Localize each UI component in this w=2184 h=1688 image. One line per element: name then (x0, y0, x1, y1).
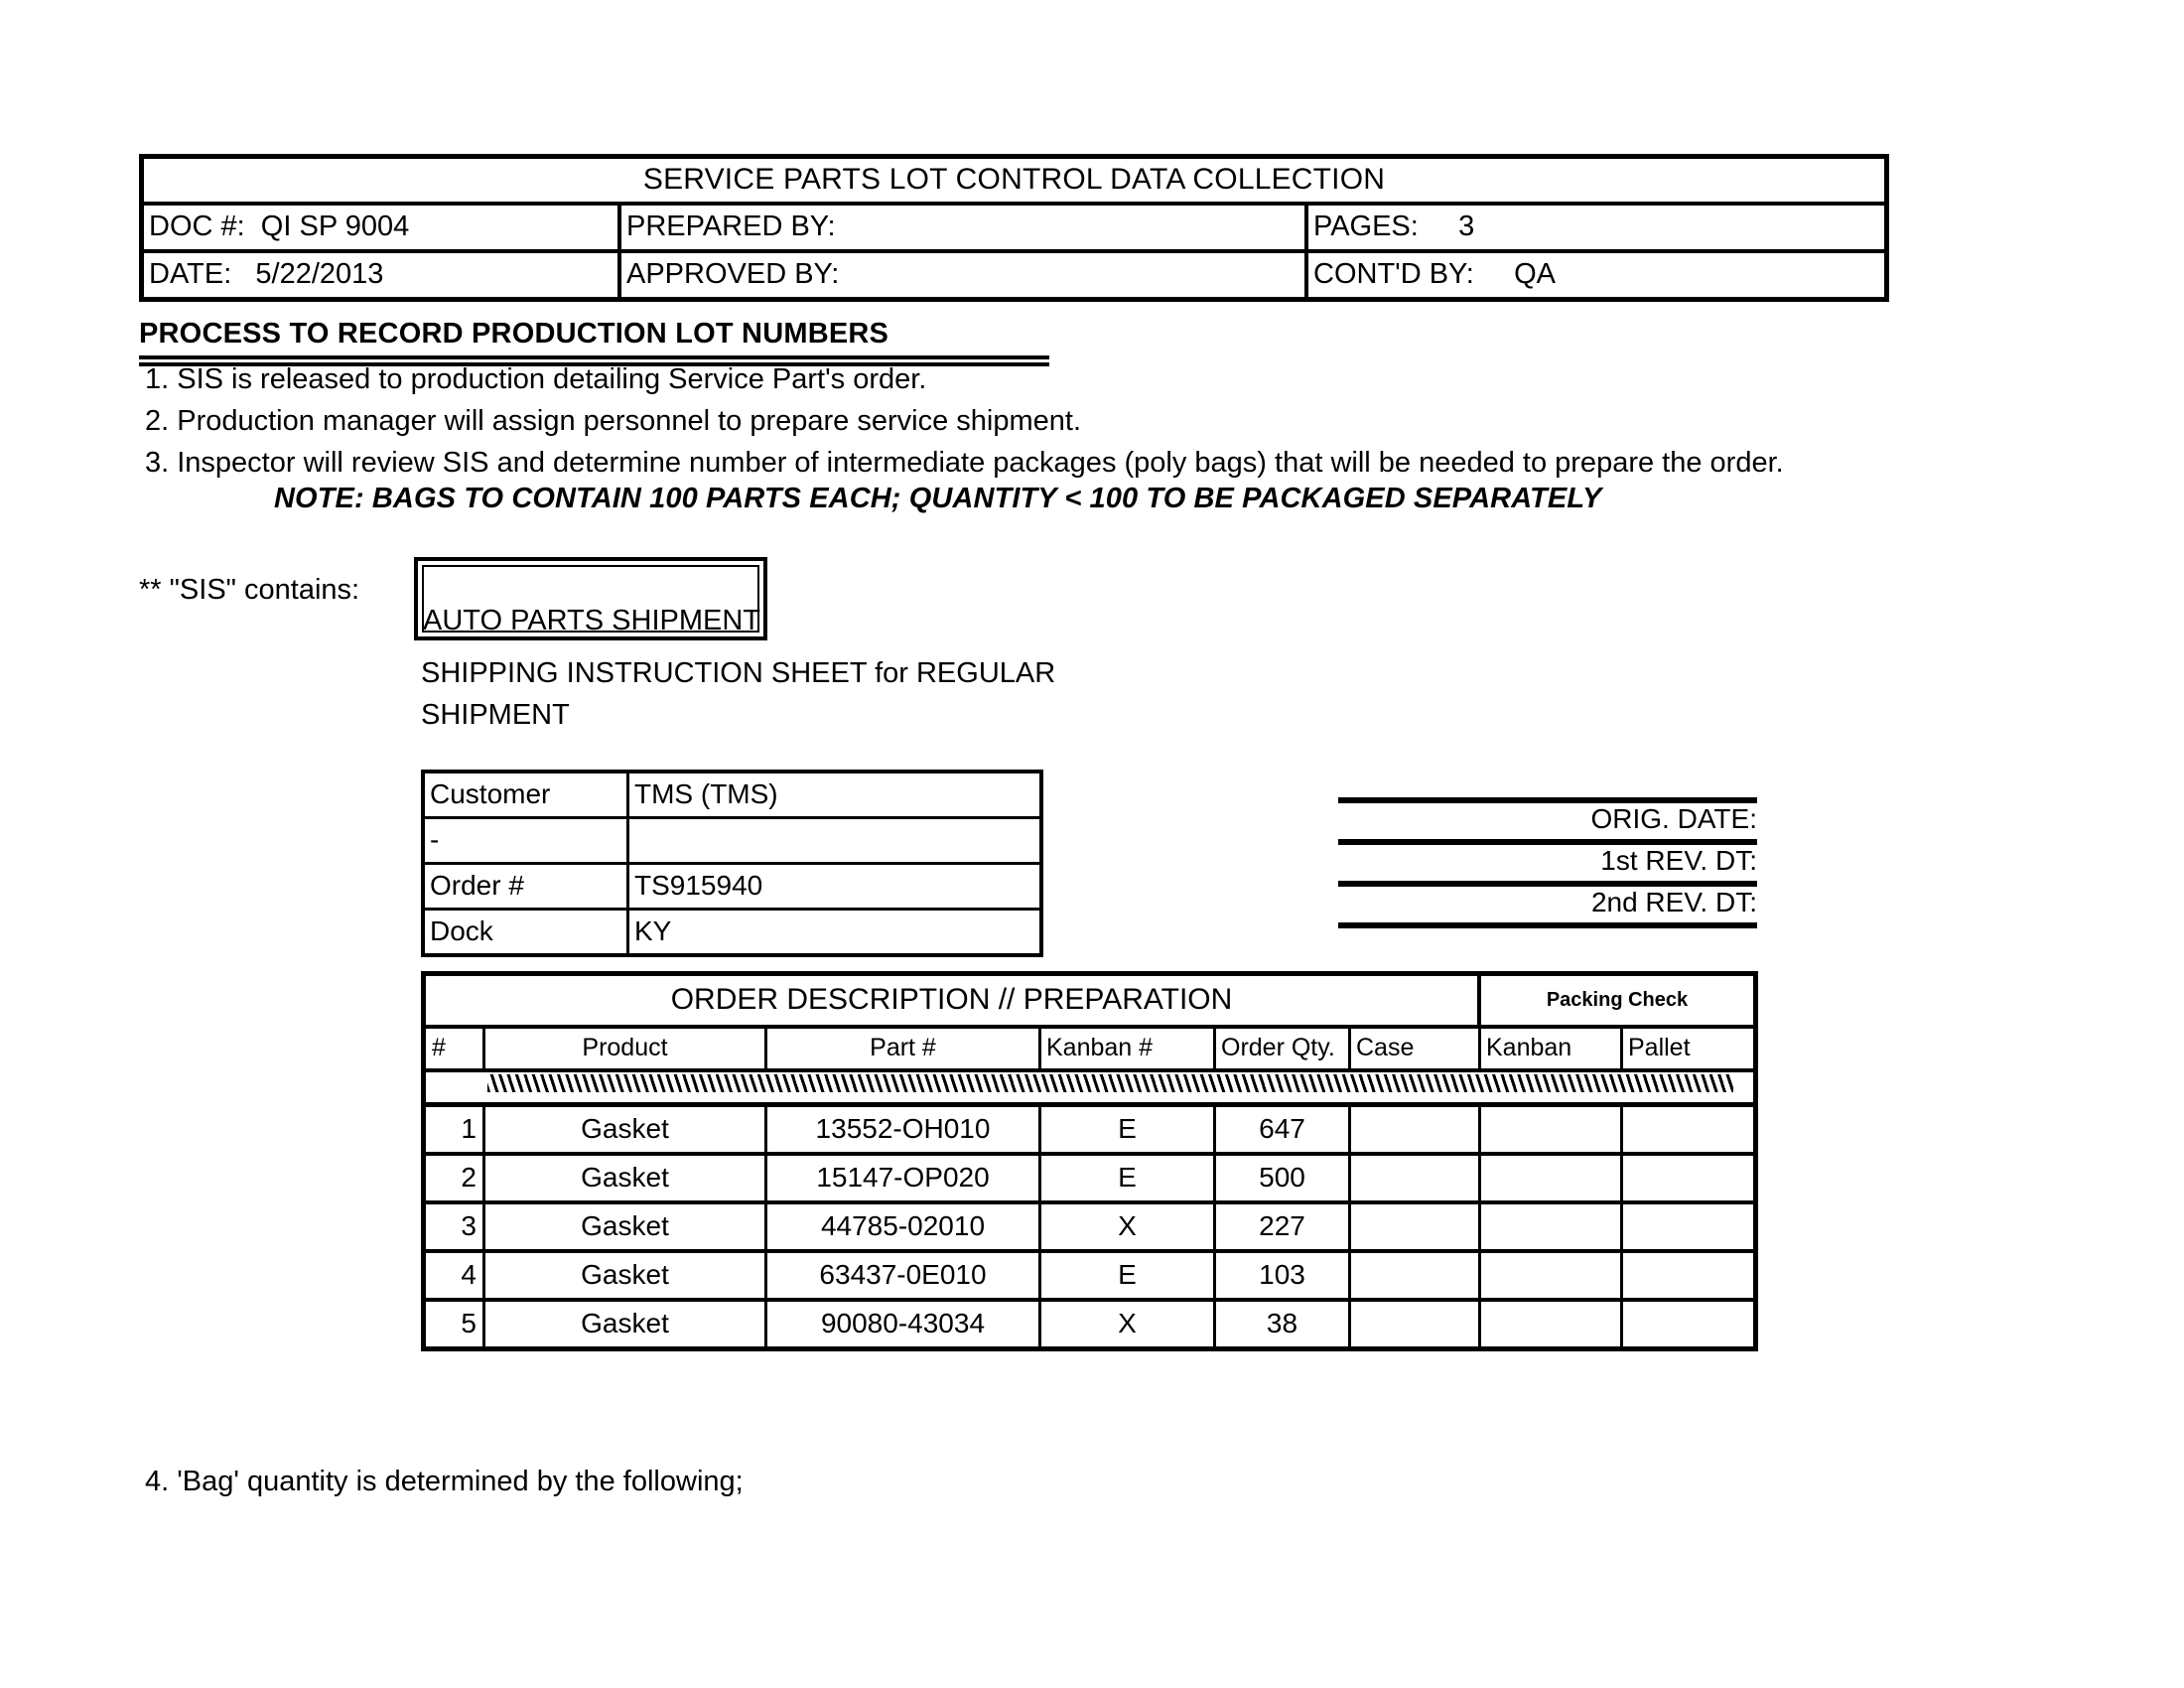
cell-order-qty: 103 (1216, 1253, 1351, 1298)
cell-kanban[interactable] (1481, 1253, 1623, 1298)
cell-case[interactable] (1351, 1204, 1481, 1249)
cell-order-qty: 500 (1216, 1156, 1351, 1200)
contd-by-cell: CONT'D BY: QA (1313, 258, 1557, 290)
cell-case[interactable] (1351, 1107, 1481, 1152)
table-row (425, 865, 1039, 911)
dock-value: KY (634, 915, 672, 946)
cell-part: 63437-0E010 (767, 1253, 1041, 1298)
cell-part: 15147-OP020 (767, 1156, 1041, 1200)
second-rev-date-label: 2nd REV. DT: (1590, 887, 1757, 917)
approved-by-cell: APPROVED BY: (621, 253, 1308, 297)
cell-pallet[interactable] (1623, 1156, 1753, 1200)
blank-row-value (629, 819, 1039, 862)
column-header-pallet: Pallet (1628, 1034, 1691, 1061)
process-step-2: 2. Production manager will assign personnel to prepare service shipment. (145, 405, 1081, 437)
customer-label: Customer (425, 774, 629, 816)
cell-product: Gasket (485, 1204, 767, 1249)
table-row (425, 774, 1039, 819)
process-step-4: 4. 'Bag' quantity is determined by the following; (145, 1466, 744, 1497)
dock-label: Dock (425, 911, 629, 953)
column-header-kanban-no: Kanban # (1041, 1029, 1216, 1068)
cell-order-qty: 38 (1216, 1302, 1351, 1346)
order-description-table (421, 971, 1758, 1351)
cell-case[interactable] (1351, 1253, 1481, 1298)
document-header-table (139, 154, 1889, 302)
cell-pallet[interactable] (1623, 1204, 1753, 1249)
cell-kanban-no: X (1041, 1204, 1216, 1249)
cell-product: Gasket (485, 1156, 767, 1200)
cell-part: 90080-43034 (767, 1302, 1041, 1346)
order-table-group-header (426, 976, 1753, 1029)
table-row (426, 1253, 1753, 1302)
table-row (426, 1204, 1753, 1253)
revision-dates-block (1142, 799, 1757, 924)
prepared-by-cell: PREPARED BY: (621, 206, 1308, 249)
second-rev-date-row (1142, 883, 1757, 924)
cell-product: Gasket (485, 1107, 767, 1152)
document-header-row-2 (144, 253, 1884, 297)
sis-subtitle-line-1: SHIPPING INSTRUCTION SHEET for REGULAR (421, 657, 1056, 689)
cell-number: 4 (426, 1253, 485, 1298)
cell-pallet[interactable] (1623, 1107, 1753, 1152)
column-header-part: Part # (767, 1029, 1041, 1068)
orig-date-label: ORIG. DATE: (1590, 803, 1757, 834)
column-header-kanban: Kanban (1481, 1029, 1623, 1068)
cell-order-qty: 227 (1216, 1204, 1351, 1249)
column-header-product: Product (485, 1029, 767, 1068)
date-cell: DATE: 5/22/2013 (144, 253, 621, 297)
table-row (426, 1156, 1753, 1204)
hatch-pattern (487, 1074, 1733, 1092)
process-step-3: 3. Inspector will review SIS and determine number of intermediate packages (poly bags) that will be needed to prepare the order. (145, 447, 1784, 479)
orig-date-row (1142, 799, 1757, 841)
column-header-case: Case (1351, 1029, 1481, 1068)
customer-value: TMS (TMS) (634, 778, 778, 809)
order-description-group-label: ORDER DESCRIPTION // PREPARATION (426, 976, 1481, 1025)
cell-product: Gasket (485, 1302, 767, 1346)
second-rev-rule-bottom (1338, 922, 1757, 928)
cell-pallet[interactable] (1623, 1302, 1753, 1346)
pages-cell: PAGES: 3 (1313, 211, 1475, 242)
column-header-number: # (426, 1029, 485, 1068)
table-row (426, 1107, 1753, 1156)
first-rev-date-row (1142, 841, 1757, 883)
cell-case[interactable] (1351, 1156, 1481, 1200)
cell-part: 13552-OH010 (767, 1107, 1041, 1152)
document-header-row-1 (144, 206, 1884, 253)
cell-pallet[interactable] (1623, 1253, 1753, 1298)
customer-info-table (421, 770, 1043, 957)
blank-row-label: - (425, 819, 629, 862)
column-header-order-qty: Order Qty. (1216, 1029, 1351, 1068)
sis-subtitle-line-2: SHIPMENT (421, 699, 570, 731)
table-row (425, 911, 1039, 953)
cell-number: 3 (426, 1204, 485, 1249)
cell-case[interactable] (1351, 1302, 1481, 1346)
cell-kanban[interactable] (1481, 1204, 1623, 1249)
cell-number: 5 (426, 1302, 485, 1346)
cell-product: Gasket (485, 1253, 767, 1298)
cell-kanban[interactable] (1481, 1302, 1623, 1346)
cell-kanban-no: E (1041, 1253, 1216, 1298)
hatched-separator-row (426, 1072, 1753, 1107)
cell-kanban-no: X (1041, 1302, 1216, 1346)
cell-kanban-no: E (1041, 1107, 1216, 1152)
document-title: SERVICE PARTS LOT CONTROL DATA COLLECTION (144, 159, 1884, 206)
cell-kanban-no: E (1041, 1156, 1216, 1200)
order-number-label: Order # (425, 865, 629, 908)
first-rev-date-label: 1st REV. DT: (1600, 845, 1757, 876)
sis-contains-label: ** "SIS" contains: (139, 574, 360, 606)
process-step-1: 1. SIS is released to production detailing Service Part's order. (145, 363, 927, 395)
cell-number: 2 (426, 1156, 485, 1200)
process-note: NOTE: BAGS TO CONTAIN 100 PARTS EACH; QUANTITY < 100 TO BE PACKAGED SEPARATELY (274, 483, 1602, 514)
order-number-value: TS915940 (634, 870, 763, 901)
doc-number-cell: DOC #: QI SP 9004 (144, 206, 621, 249)
packing-check-group-label: Packing Check (1546, 989, 1689, 1011)
cell-number: 1 (426, 1107, 485, 1152)
cell-order-qty: 647 (1216, 1107, 1351, 1152)
table-row (426, 1302, 1753, 1346)
cell-kanban[interactable] (1481, 1107, 1623, 1152)
cell-part: 44785-02010 (767, 1204, 1041, 1249)
process-heading: PROCESS TO RECORD PRODUCTION LOT NUMBERS (139, 318, 889, 350)
auto-parts-shipment-label: AUTO PARTS SHIPMENT (423, 605, 760, 636)
order-table-column-headers (426, 1029, 1753, 1072)
table-row (425, 819, 1039, 865)
cell-kanban[interactable] (1481, 1156, 1623, 1200)
